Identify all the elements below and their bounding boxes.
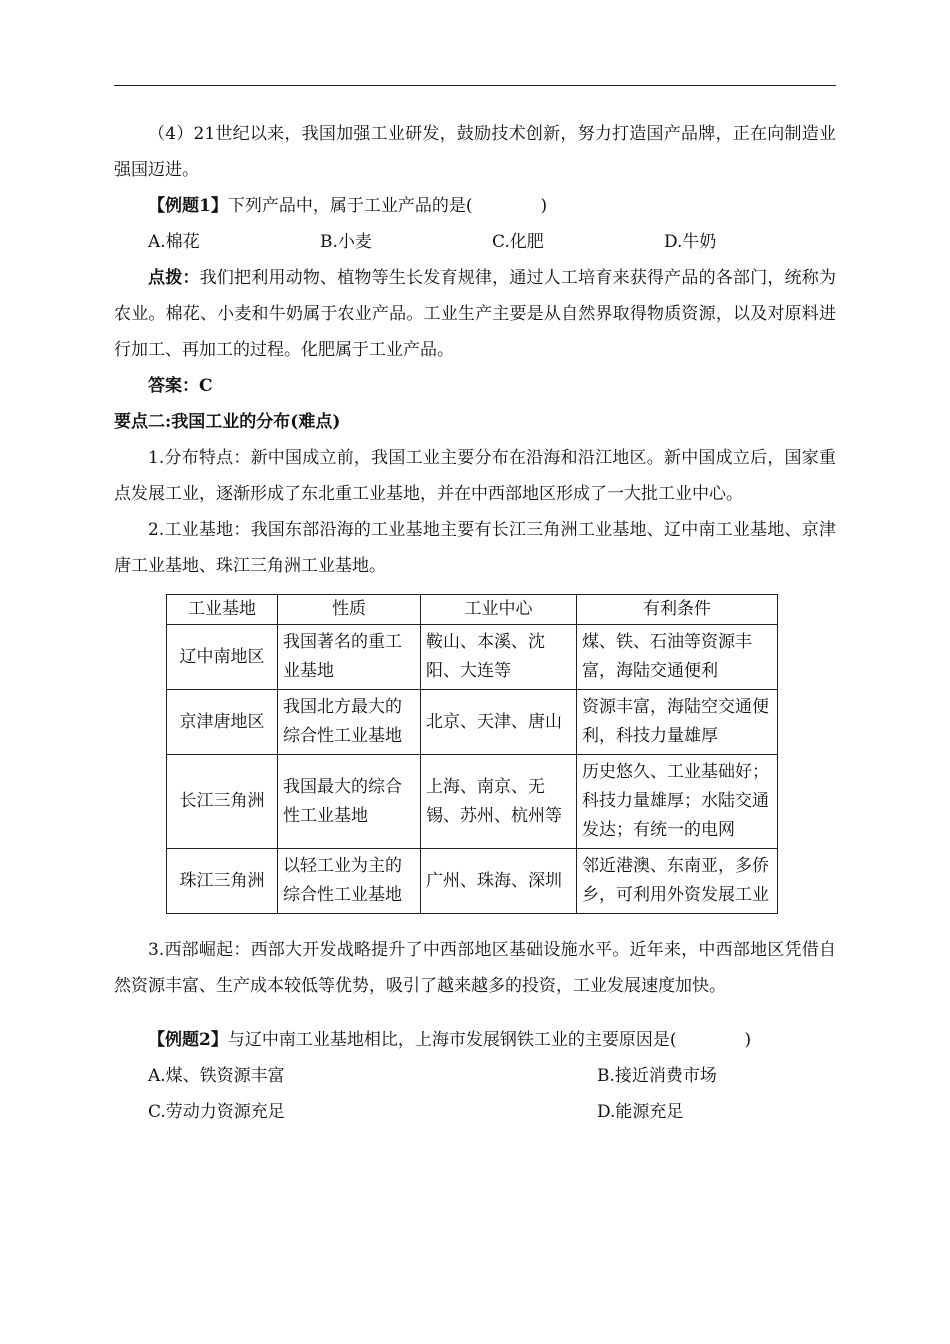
- option-a: A.棉花: [148, 232, 200, 252]
- table-row: [167, 690, 778, 755]
- example-2-options: [114, 1058, 836, 1130]
- option-c: C.化肥: [492, 232, 544, 252]
- table-header-row: [167, 595, 778, 625]
- table-cell: 珠江三角洲: [167, 849, 278, 914]
- example-2-label: 【例题2】: [148, 1030, 228, 1050]
- example-2-question: 【例题2】与辽中南工业基地相比，上海市发展钢铁工业的主要原因是( ): [148, 1030, 752, 1050]
- document-body: [114, 116, 836, 1130]
- table-cell: 以轻工业为主的综合性工业基地: [278, 849, 421, 914]
- paragraph-manufacturing: （4）21世纪以来，我国加强工业研发，鼓励技术创新，努力打造国产品牌，正在向制造业强国迈进。: [114, 124, 836, 180]
- option-a: A.煤、铁资源丰富: [148, 1066, 285, 1086]
- table-cell: 资源丰富，海陆空交通便利，科技力量雄厚: [577, 690, 778, 755]
- table-cell: 辽中南地区: [167, 625, 278, 690]
- option-d: D.能源充足: [597, 1102, 684, 1122]
- table-row: [167, 849, 778, 914]
- header-rule: [114, 85, 836, 86]
- table-row: [167, 755, 778, 849]
- header-nature: 性质: [278, 595, 421, 625]
- hint-label: 点拨：: [148, 268, 200, 288]
- table-cell: 鞍山、本溪、沈阳、大连等: [421, 625, 577, 690]
- table-cell: 历史悠久、工业基础好；科技力量雄厚；水陆交通发达；有统一的电网: [577, 755, 778, 849]
- header-centers: 工业中心: [421, 595, 577, 625]
- paragraph-western-rise: 3.西部崛起：西部大开发战略提升了中西部地区基础设施水平。近年来，中西部地区凭借自然资源丰富、生产成本较低等优势，吸引了越来越多的投资，工业发展速度加快。: [114, 940, 836, 996]
- example-1-options: [114, 224, 836, 260]
- table-cell: 我国著名的重工业基地: [278, 625, 421, 690]
- table-row: [167, 625, 778, 690]
- table-cell: 北京、天津、唐山: [421, 690, 577, 755]
- example-1-label: 【例题1】: [148, 196, 228, 216]
- industrial-bases-table: [166, 594, 778, 914]
- table-cell: 长江三角洲: [167, 755, 278, 849]
- paragraph-industrial-bases: 2.工业基地：我国东部沿海的工业基地主要有长江三角洲工业基地、辽中南工业基地、京津唐工业基地、珠江三角洲工业基地。: [114, 520, 836, 576]
- option-d: D.牛奶: [664, 232, 717, 252]
- option-b: B.小麦: [320, 232, 372, 252]
- table-cell: 我国北方最大的综合性工业基地: [278, 690, 421, 755]
- header-base: 工业基地: [167, 595, 278, 625]
- table-cell: 邻近港澳、东南亚，多侨乡，可利用外资发展工业: [577, 849, 778, 914]
- paragraph-distribution: 1.分布特点：新中国成立前，我国工业主要分布在沿海和沿江地区。新中国成立后，国家重点发展工业，逐渐形成了东北重工业基地，并在中西部地区形成了一大批工业中心。: [114, 448, 836, 504]
- example-1-answer: 答案：C: [148, 376, 213, 396]
- table-cell: 京津唐地区: [167, 690, 278, 755]
- example-1-question: 【例题1】下列产品中，属于工业产品的是( ): [148, 196, 548, 216]
- section-2-title: 要点二:我国工业的分布(难点): [114, 412, 341, 432]
- table-cell: 煤、铁、石油等资源丰富，海陆交通便利: [577, 625, 778, 690]
- table-cell: 广州、珠海、深圳: [421, 849, 577, 914]
- table-cell: 我国最大的综合性工业基地: [278, 755, 421, 849]
- header-conditions: 有利条件: [577, 595, 778, 625]
- option-c: C.劳动力资源充足: [148, 1102, 285, 1122]
- example-1-hint: 点拨：我们把利用动物、植物等生长发育规律，通过人工培育来获得产品的各部门，统称为农业。棉花、小麦和牛奶属于农业产品。工业生产主要是从自然界取得物质资源，以及对原料进行加工、再加工的过程。化肥属于工业产品。: [114, 268, 837, 360]
- option-b: B.接近消费市场: [597, 1066, 717, 1086]
- table-cell: 上海、南京、无锡、苏州、杭州等: [421, 755, 577, 849]
